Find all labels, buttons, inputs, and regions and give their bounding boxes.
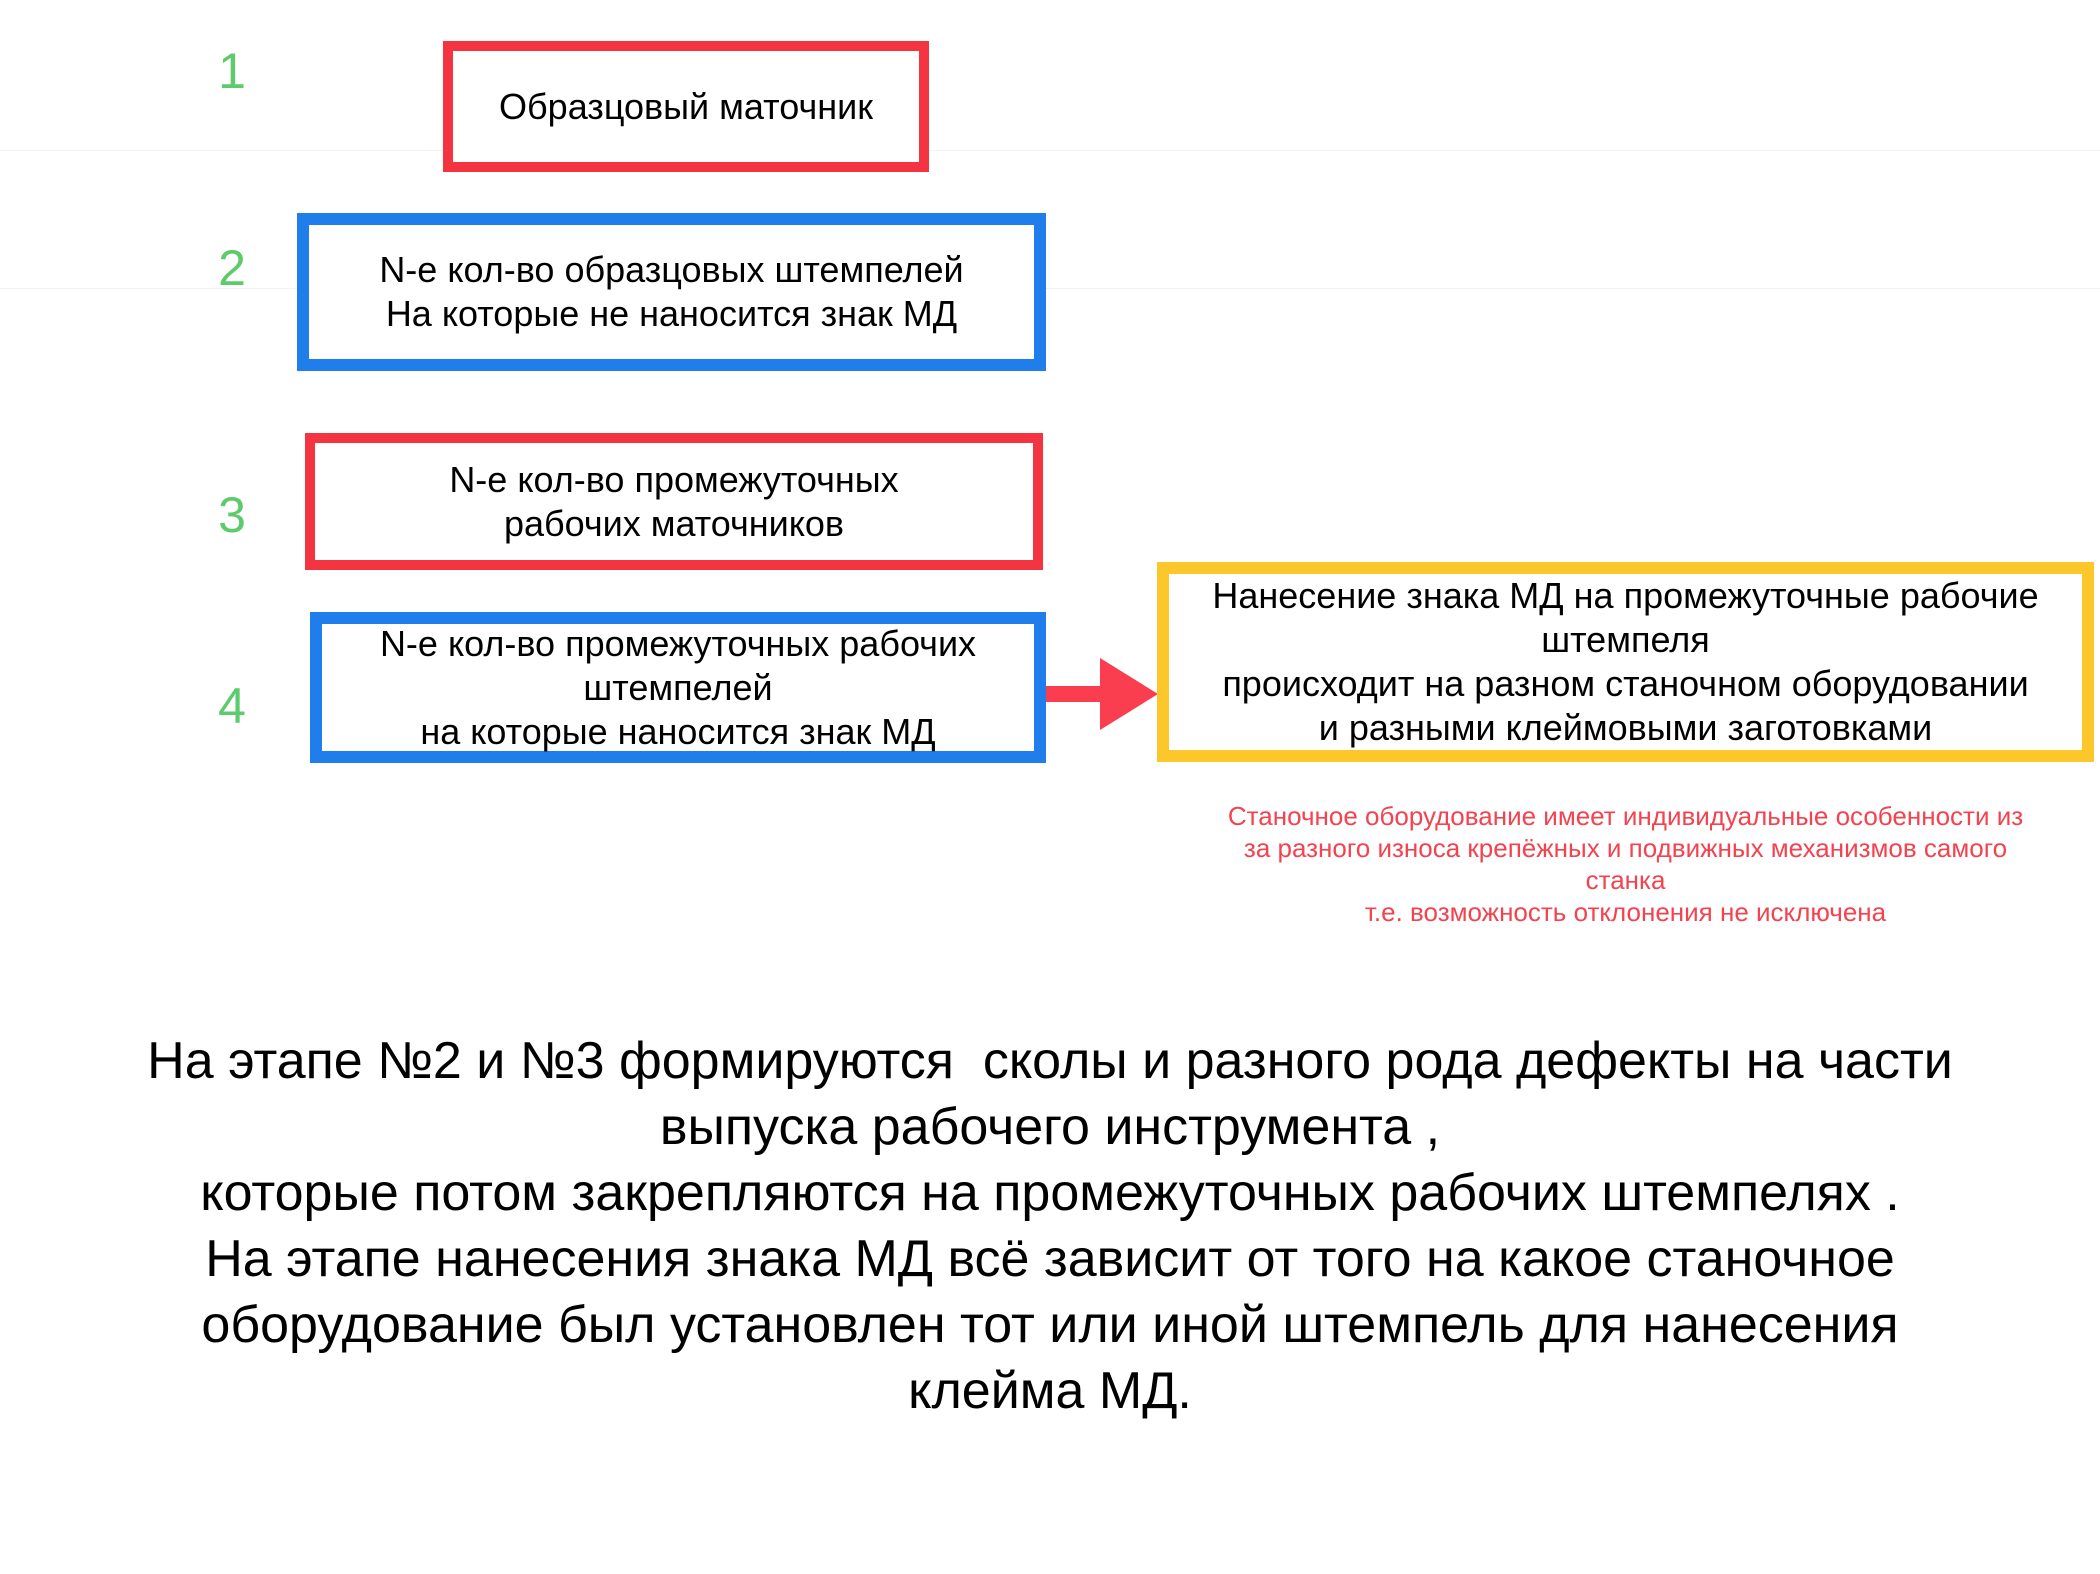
flow-box-step4-text: N-е кол-во промежуточных рабочих (379, 622, 977, 664)
step-number-4: 4 (218, 678, 246, 734)
process-note-text: происходит на разном станочном оборудовании (1222, 663, 2029, 704)
summary-line: На этапе нанесения знака МД всё зависит от того на какое станочное (205, 1230, 1895, 1288)
step-number-3: 3 (218, 487, 246, 543)
flow-box-step2-text: N-е кол-во образцовых штемпелей (379, 249, 964, 290)
process-note-text: и разными клеймовыми заготовками (1318, 707, 1933, 748)
summary-line: На этапе №2 и №3 формируются сколы и разного рода дефекты на части (147, 1032, 1953, 1090)
flow-box-step2 (297, 213, 1046, 371)
summary-line: клейма МД. (908, 1362, 1192, 1420)
summary-line: которые потом закрепляются на промежуточных рабочих штемпелях . (200, 1164, 1900, 1222)
summary-paragraph (0, 1028, 2100, 1424)
summary-line: выпуска рабочего инструмента , (659, 1098, 1441, 1156)
flow-box-step4-text: штемпелей (583, 666, 773, 708)
step-number-1: 1 (218, 43, 246, 99)
process-note-text: Нанесение знака МД на промежуточные рабочие (1212, 575, 2039, 616)
step-number-2: 2 (218, 240, 246, 296)
warning-annotation-line: за разного износа крепёжных и подвижных механизмов самого (1243, 833, 2008, 863)
arrow-head-icon (1100, 658, 1158, 730)
warning-annotation (1157, 800, 2094, 928)
process-note-box (1157, 562, 2094, 762)
flow-box-step4-text: на которые наносится знак МД (420, 710, 936, 752)
flow-box-step2-text: На которые не наносится знак МД (385, 293, 958, 334)
warning-annotation-line: станка (1585, 865, 1666, 895)
flow-box-step3-text: N-е кол-во промежуточных (449, 458, 899, 500)
process-note-text: штемпеля (1541, 619, 1710, 660)
background-guide-line (0, 150, 2100, 151)
flow-box-step1 (443, 41, 929, 172)
flow-box-step1-text: Образцовый маточник (499, 85, 873, 127)
flow-box-step3 (305, 433, 1043, 570)
flow-box-step3-text: рабочих маточников (503, 502, 845, 544)
summary-line: оборудование был установлен тот или иной штемпель для нанесения (201, 1296, 1899, 1354)
flow-box-step4 (310, 612, 1046, 763)
warning-annotation-line: т.е. возможность отклонения не исключена (1364, 897, 1887, 927)
warning-annotation-line: Станочное оборудование имеет индивидуальные особенности из (1227, 801, 2024, 831)
